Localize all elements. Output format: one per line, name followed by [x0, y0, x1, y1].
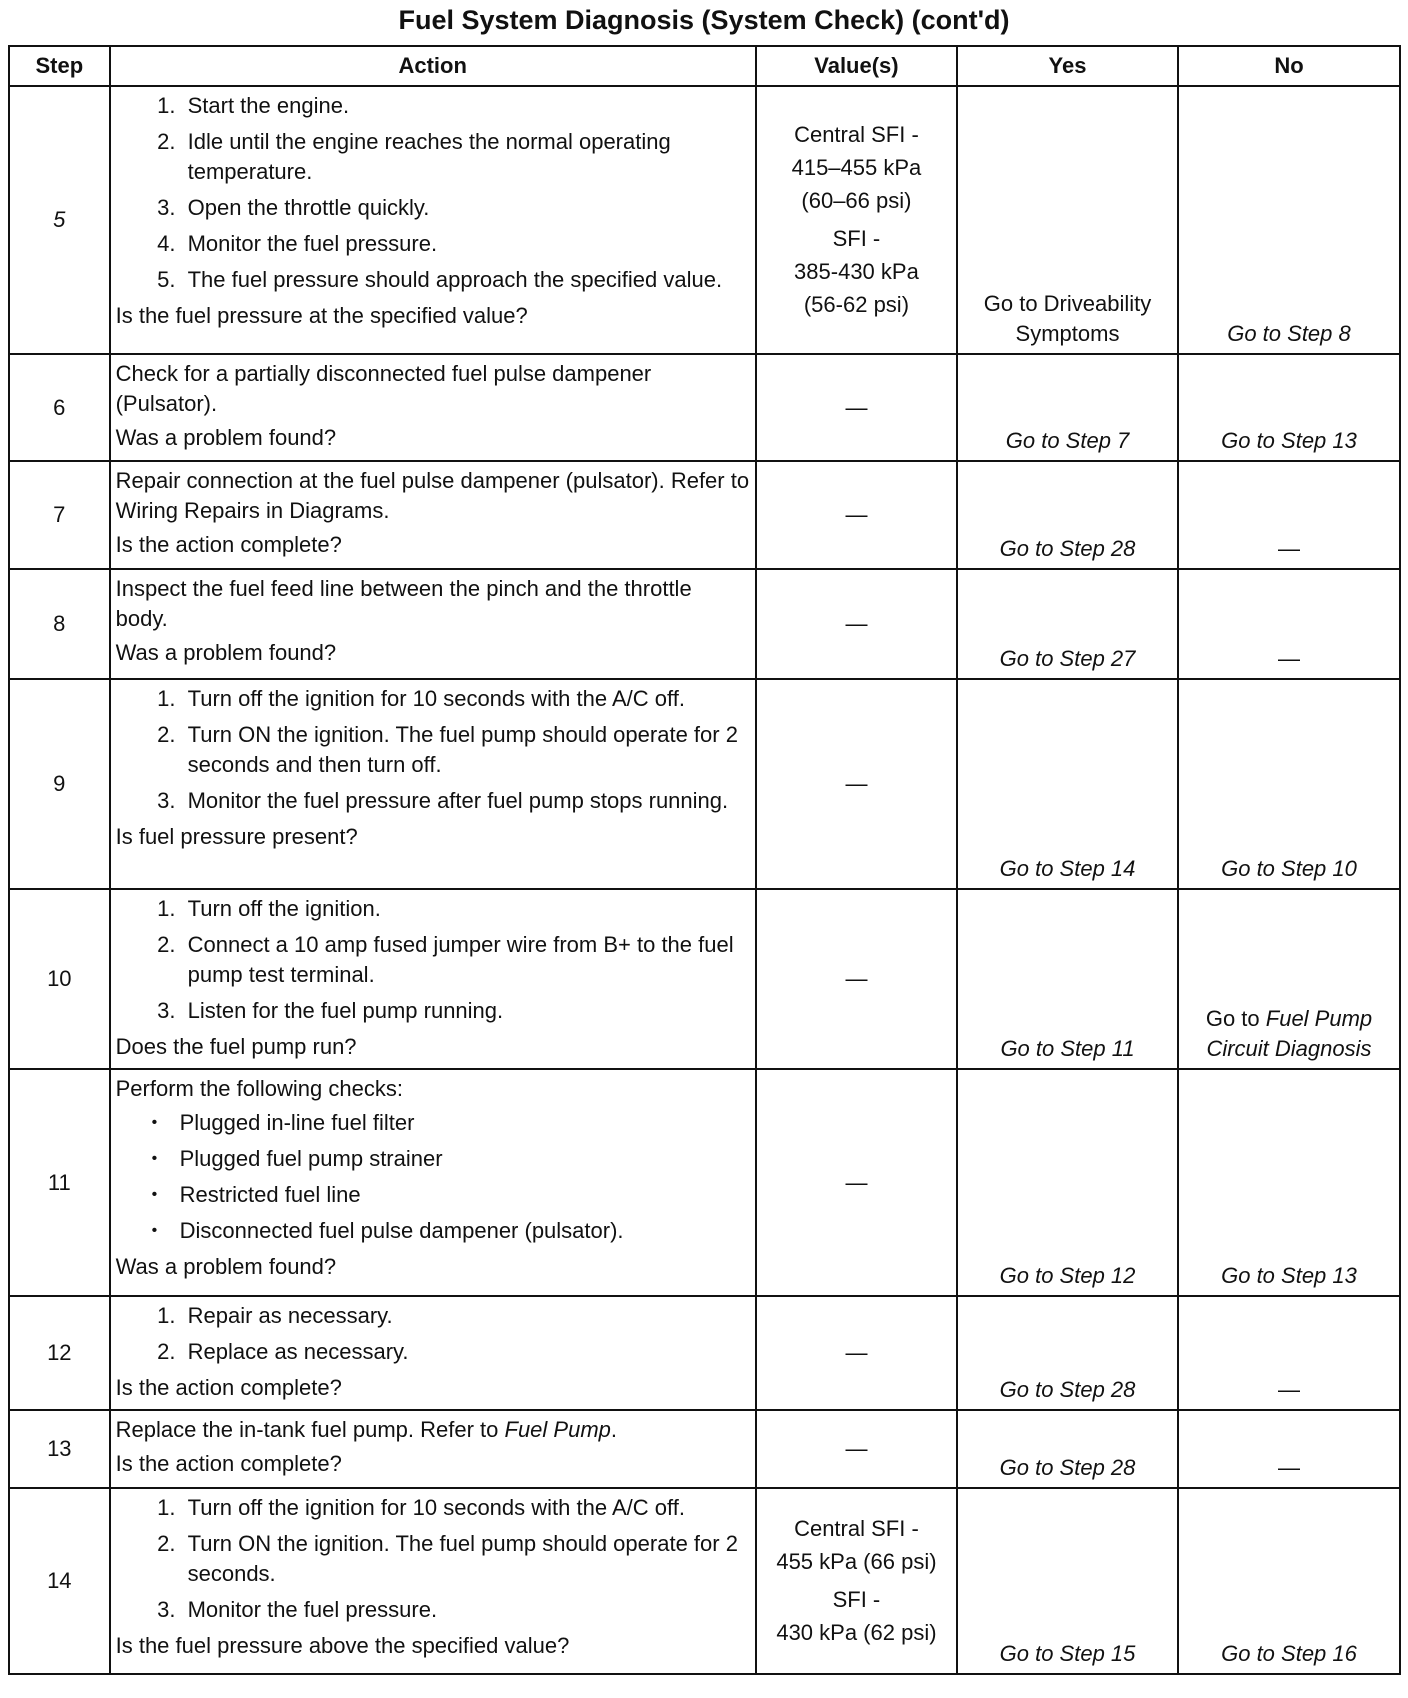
- table-row: [9, 354, 1400, 461]
- list-item: 3. Listen for the fuel pump running.: [182, 996, 750, 1026]
- action-steps: [116, 91, 750, 295]
- yes-cell: Go to Step 14: [957, 679, 1178, 889]
- list-item: • Disconnected fuel pulse dampener (pulsator).: [180, 1216, 750, 1246]
- action-text-reference: Fuel Pump: [504, 1417, 611, 1442]
- step-number: 6: [9, 354, 110, 461]
- list-item: 2. Turn ON the ignition. The fuel pump should operate for 2 seconds.: [182, 1529, 750, 1589]
- action-question: Is the fuel pressure above the specified value?: [115, 1633, 570, 1658]
- list-item: • Plugged fuel pump strainer: [180, 1144, 750, 1174]
- action-text-suffix: .: [610, 1417, 618, 1442]
- value-cell: —: [756, 354, 957, 461]
- list-item: 1. Start the engine.: [182, 91, 750, 121]
- value-line: 455 kPa (66 psi): [776, 1549, 937, 1574]
- action-question: Is the action complete?: [115, 1375, 342, 1400]
- list-item: 2. Idle until the engine reaches the normal operating temperature.: [182, 127, 750, 187]
- header-values: Value(s): [756, 46, 957, 86]
- table-row: [9, 889, 1400, 1069]
- table-row: [9, 1488, 1400, 1674]
- yes-cell: Go to Step 27: [957, 569, 1178, 679]
- action-cell: [110, 1410, 756, 1488]
- action-cell: [110, 86, 756, 354]
- no-cell-prefix: Go to: [1205, 1006, 1260, 1031]
- header-step: Step: [9, 46, 110, 86]
- value-line: SFI -: [832, 1587, 881, 1612]
- yes-cell: Go to Step 28: [957, 1296, 1178, 1410]
- action-text-prefix: Replace the in-tank fuel pump. Refer to: [115, 1417, 499, 1442]
- list-item: 2. Connect a 10 amp fused jumper wire from B+ to the fuel pump test terminal.: [182, 930, 750, 990]
- check-list: [116, 1108, 750, 1246]
- action-steps: [116, 1301, 750, 1367]
- list-item: 4. Monitor the fuel pressure.: [182, 229, 750, 259]
- value-line: (60–66 psi): [801, 188, 912, 213]
- no-cell: Go to Step 13: [1178, 1069, 1400, 1296]
- action-question: Was a problem found?: [115, 425, 337, 450]
- header-action: Action: [110, 46, 756, 86]
- no-cell: —: [1178, 461, 1400, 569]
- value-line: 385-430 kPa: [794, 259, 919, 284]
- header-no: No: [1178, 46, 1400, 86]
- step-number: 5: [9, 86, 110, 354]
- table-row: [9, 461, 1400, 569]
- value-cell: —: [756, 1069, 957, 1296]
- step-number: 10: [9, 889, 110, 1069]
- yes-cell: Go to Step 7: [957, 354, 1178, 461]
- table-row: [9, 1296, 1400, 1410]
- no-cell: Go to Step 13: [1178, 354, 1400, 461]
- table-row: [9, 86, 1400, 354]
- table-row: [9, 1069, 1400, 1296]
- list-item: 1. Turn off the ignition for 10 seconds with the A/C off.: [182, 684, 750, 714]
- yes-cell: Go to Step 28: [957, 1410, 1178, 1488]
- step-number: 9: [9, 679, 110, 889]
- action-question: Was a problem found?: [115, 1254, 337, 1279]
- value-cell: —: [756, 1410, 957, 1488]
- value-line: 430 kPa (62 psi): [776, 1620, 937, 1645]
- list-item: 1. Turn off the ignition for 10 seconds with the A/C off.: [182, 1493, 750, 1523]
- action-cell: [110, 1488, 756, 1674]
- list-item: 1. Repair as necessary.: [182, 1301, 750, 1331]
- list-item: 3. Monitor the fuel pressure after fuel pump stops running.: [182, 786, 750, 816]
- no-cell: Go to Step 10: [1178, 679, 1400, 889]
- value-cell: —: [756, 679, 957, 889]
- action-cell: [110, 354, 756, 461]
- value-cell: —: [756, 461, 957, 569]
- action-text: Repair connection at the fuel pulse dampener (pulsator). Refer to Wiring Repairs in Diagrams.: [115, 468, 750, 523]
- step-number: 14: [9, 1488, 110, 1674]
- list-item: 3. Open the throttle quickly.: [182, 193, 750, 223]
- step-number: 11: [9, 1069, 110, 1296]
- no-cell-reference: Fuel Pump Circuit Diagnosis: [1206, 1006, 1373, 1061]
- no-cell: —: [1178, 569, 1400, 679]
- value-line: 415–455 kPa: [791, 155, 922, 180]
- value-cell: —: [756, 569, 957, 679]
- yes-cell: Go to Step 28: [957, 461, 1178, 569]
- header-yes: Yes: [957, 46, 1178, 86]
- action-cell: [110, 679, 756, 889]
- list-item: • Restricted fuel line: [180, 1180, 750, 1210]
- table-header-row: [9, 46, 1400, 86]
- action-text: Check for a partially disconnected fuel pulse dampener (Pulsator).: [115, 361, 652, 416]
- action-steps: [116, 684, 750, 816]
- list-item: • Plugged in-line fuel filter: [180, 1108, 750, 1138]
- step-number: 13: [9, 1410, 110, 1488]
- list-item: 2. Replace as necessary.: [182, 1337, 750, 1367]
- value-line: Central SFI -: [794, 1516, 919, 1541]
- list-item: 5. The fuel pressure should approach the specified value.: [182, 265, 750, 295]
- action-question: Is the fuel pressure at the specified value?: [115, 303, 528, 328]
- list-item: 1. Turn off the ignition.: [182, 894, 750, 924]
- list-item: 2. Turn ON the ignition. The fuel pump should operate for 2 seconds and then turn off.: [182, 720, 750, 780]
- action-cell: [110, 1296, 756, 1410]
- action-steps: [116, 1493, 750, 1625]
- action-text: Inspect the fuel feed line between the pinch and the throttle body.: [115, 576, 692, 631]
- value-line: (56-62 psi): [803, 292, 910, 317]
- value-cell: [756, 1488, 957, 1674]
- yes-cell: Go to Driveability Symptoms: [957, 86, 1178, 354]
- list-item: 3. Monitor the fuel pressure.: [182, 1595, 750, 1625]
- yes-cell: Go to Step 11: [957, 889, 1178, 1069]
- yes-cell: Go to Step 12: [957, 1069, 1178, 1296]
- yes-cell: Go to Step 15: [957, 1488, 1178, 1674]
- action-question: Is the action complete?: [115, 1451, 342, 1476]
- step-number: 8: [9, 569, 110, 679]
- no-cell: —: [1178, 1410, 1400, 1488]
- diagnosis-table: [8, 45, 1401, 1675]
- value-line: SFI -: [832, 226, 881, 251]
- action-cell: [110, 461, 756, 569]
- action-question: Is fuel pressure present?: [115, 824, 358, 849]
- step-number: 7: [9, 461, 110, 569]
- action-text: [116, 1415, 750, 1445]
- value-cell: —: [756, 1296, 957, 1410]
- action-text: Perform the following checks:: [115, 1076, 403, 1101]
- action-cell: [110, 569, 756, 679]
- value-line: Central SFI -: [794, 122, 919, 147]
- page-title: Fuel System Diagnosis (System Check) (cont'd): [398, 5, 1010, 35]
- table-row: [9, 679, 1400, 889]
- action-question: Does the fuel pump run?: [115, 1034, 357, 1059]
- table-row: [9, 569, 1400, 679]
- value-cell: [756, 86, 957, 354]
- action-cell: [110, 889, 756, 1069]
- no-cell: —: [1178, 1296, 1400, 1410]
- no-cell: Go to Step 8: [1178, 86, 1400, 354]
- no-cell: [1178, 889, 1400, 1069]
- action-question: Is the action complete?: [115, 532, 342, 557]
- action-cell: [110, 1069, 756, 1296]
- action-question: Was a problem found?: [115, 640, 337, 665]
- step-number: 12: [9, 1296, 110, 1410]
- no-cell: Go to Step 16: [1178, 1488, 1400, 1674]
- table-row: [9, 1410, 1400, 1488]
- value-cell: —: [756, 889, 957, 1069]
- action-steps: [116, 894, 750, 1026]
